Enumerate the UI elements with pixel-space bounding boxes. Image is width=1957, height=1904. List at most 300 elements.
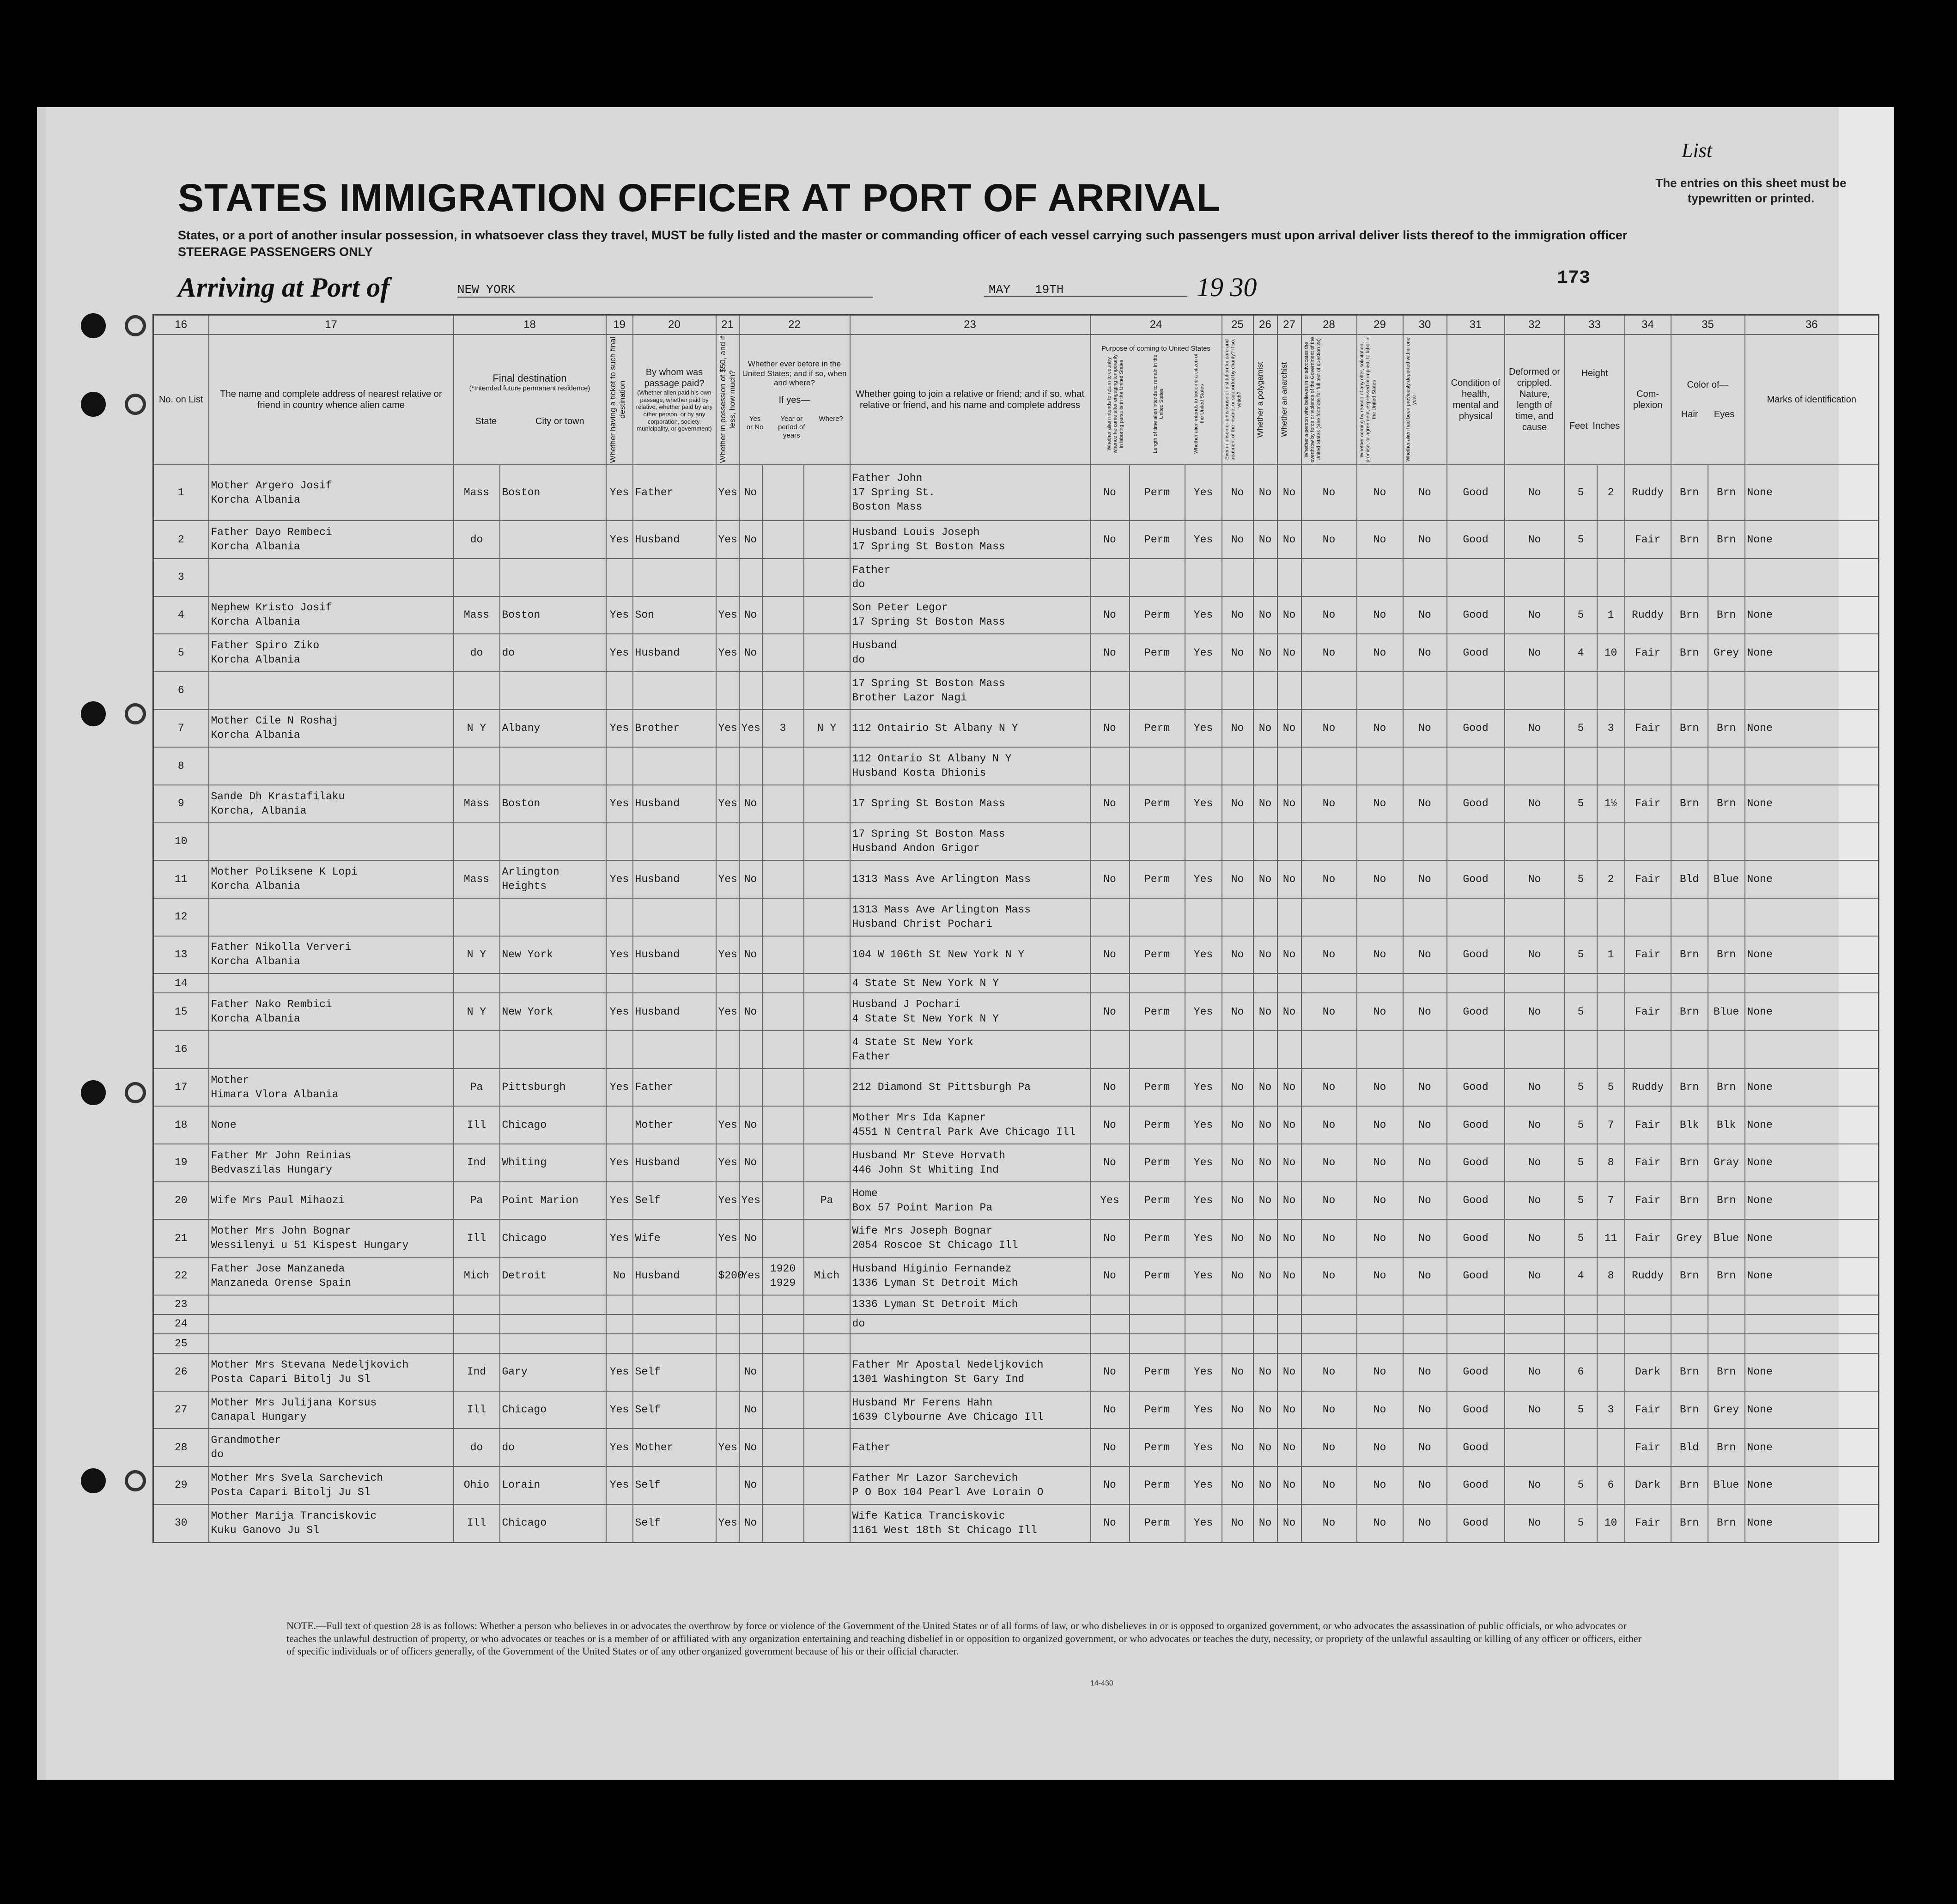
purpose-length-value <box>1130 860 1185 898</box>
prison-value <box>1222 1069 1253 1107</box>
passage-paid-by <box>633 1106 716 1144</box>
purpose-length-value-line: Perm <box>1144 1081 1170 1094</box>
header-marks: Marks of identification <box>1745 335 1879 465</box>
row-number-line: 21 <box>174 1232 188 1244</box>
deformed-value <box>1505 521 1565 559</box>
manifest-rows <box>153 465 1879 1543</box>
height-inches-line: 10 <box>1604 646 1617 659</box>
destination-city <box>500 521 606 559</box>
hair-color <box>1671 1504 1708 1543</box>
final-destination-note: (*Intended future permanent residence) <box>469 384 590 393</box>
polygamist-value <box>1253 1069 1277 1107</box>
passage-paid-by <box>633 785 716 823</box>
relative-abroad-line: Korcha Albania <box>211 880 300 893</box>
before-in-us-value <box>739 785 762 823</box>
years-value <box>762 1334 804 1353</box>
deformed-value <box>1505 634 1565 672</box>
overthrow-value <box>1301 1031 1357 1069</box>
row-number <box>153 1257 209 1295</box>
identification-marks-line: None <box>1747 722 1773 734</box>
before-in-us-value <box>739 465 762 521</box>
before-in-us-value-line: No <box>744 1119 757 1131</box>
prison-value <box>1222 823 1253 861</box>
purpose-citizen-value <box>1185 1429 1222 1466</box>
destination-city <box>500 1391 606 1429</box>
purpose-citizen-value <box>1185 1182 1222 1220</box>
eye-color-line: Blue <box>1713 1232 1739 1244</box>
relative-abroad-line: Korcha Albania <box>211 541 300 553</box>
prison-value-line: No <box>1231 1366 1244 1378</box>
identification-marks-line: None <box>1747 1270 1773 1282</box>
joining-relative-line: Father Mr Lazor Sarchevich <box>852 1472 1018 1484</box>
purpose-citizen-value <box>1185 1295 1222 1314</box>
destination-state <box>454 823 500 861</box>
purpose-length-value <box>1130 1069 1185 1107</box>
relative-abroad-line: Mother Marija Tranciskovic <box>211 1509 377 1522</box>
purpose-citizen-value <box>1185 710 1222 748</box>
header-where: Where? <box>819 414 843 423</box>
overthrow-value-line: No <box>1322 722 1336 734</box>
health-value <box>1447 936 1505 974</box>
polygamist-value-line: No <box>1258 1366 1272 1378</box>
deported-value-line: No <box>1418 608 1431 621</box>
identification-marks-line: None <box>1747 1441 1773 1454</box>
money-value <box>716 1257 744 1295</box>
passenger-class: STEERAGE PASSENGERS ONLY <box>178 245 373 259</box>
purpose-citizen-value <box>1185 521 1222 559</box>
deported-value <box>1403 823 1447 861</box>
prison-label: Ever in prison or almshouse or institution for care and treatment of the insane, or supported by charity? If so, which? <box>1224 339 1242 461</box>
polygamist-value <box>1253 521 1277 559</box>
passage-paid-by <box>633 1182 716 1220</box>
row-number-line: 11 <box>174 873 188 885</box>
destination-city <box>500 898 606 936</box>
purpose-citizen-value-line: Yes <box>1193 948 1213 961</box>
row-number <box>153 860 209 898</box>
ticket-value <box>606 1144 633 1182</box>
contract-value <box>1357 1144 1403 1182</box>
purpose-return-value-line: No <box>1103 533 1116 546</box>
header-health: Condition of health, mental and physical <box>1447 335 1505 465</box>
joining-relative-line: Father <box>852 1050 891 1063</box>
prison-value <box>1222 1504 1253 1543</box>
prison-value <box>1222 898 1253 936</box>
deported-value-line: No <box>1418 1156 1431 1169</box>
anarchist-value <box>1277 596 1301 634</box>
hair-color <box>1671 1314 1708 1334</box>
eye-color <box>1708 1504 1745 1543</box>
money-value <box>716 823 739 861</box>
money-value <box>716 1429 739 1466</box>
purpose-citizen-value-line: Yes <box>1193 1005 1213 1018</box>
polygamist-value <box>1253 1182 1277 1220</box>
destination-city <box>500 1314 606 1334</box>
identification-marks <box>1745 785 1879 823</box>
height-feet-line: 5 <box>1577 1156 1584 1169</box>
joining-relative <box>850 936 1090 974</box>
health-value <box>1447 559 1505 596</box>
anarchist-value <box>1277 823 1301 861</box>
height-inches <box>1597 747 1625 785</box>
before-in-us-value <box>739 1182 762 1220</box>
contract-value-line: No <box>1373 533 1386 546</box>
where-value <box>804 785 850 823</box>
money-value-line: Yes <box>718 1156 737 1169</box>
height-inches <box>1597 1334 1625 1353</box>
height-feet <box>1565 1314 1597 1334</box>
purpose-return-value <box>1090 747 1130 785</box>
deported-value <box>1403 936 1447 974</box>
eye-color-line: Blk <box>1716 1119 1736 1131</box>
polygamist-value-line: No <box>1258 646 1272 659</box>
passage-paid-by <box>633 596 716 634</box>
hair-color <box>1671 521 1708 559</box>
relative-abroad <box>209 936 454 974</box>
joining-relative-line: Father <box>852 1441 891 1454</box>
destination-city <box>500 936 606 974</box>
ticket-value <box>606 1353 633 1391</box>
contract-value <box>1357 823 1403 861</box>
deported-value <box>1403 559 1447 596</box>
identification-marks <box>1745 710 1879 748</box>
polygamist-value-line: No <box>1258 1404 1272 1416</box>
anarchist-value <box>1277 1295 1301 1314</box>
money-value <box>716 1106 739 1144</box>
health-value-line: Good <box>1463 1156 1489 1169</box>
row-number <box>153 1144 209 1182</box>
where-value <box>804 1314 850 1334</box>
height-feet <box>1565 1257 1597 1295</box>
passage-paid-by <box>633 823 716 861</box>
contract-label: Whether coming by reason of any offer, solicitation, promise, or agreement, expressed or implied, to labor in the United States <box>1359 336 1377 463</box>
height-inches <box>1597 1182 1625 1220</box>
anarchist-value-line: No <box>1282 1156 1296 1169</box>
anarchist-value <box>1277 1106 1301 1144</box>
overthrow-value <box>1301 1466 1357 1504</box>
destination-city <box>500 1429 606 1466</box>
deported-value-line: No <box>1418 1517 1431 1529</box>
height-inches-line: 1 <box>1607 948 1614 961</box>
destination-state <box>454 1219 500 1257</box>
destination-city-line: Albany <box>502 722 541 734</box>
deformed-value-line: No <box>1528 1479 1541 1491</box>
polygamist-value <box>1253 1219 1277 1257</box>
row-number <box>153 1466 209 1504</box>
money-value <box>716 1504 739 1543</box>
polygamist-value-line: No <box>1258 1441 1272 1454</box>
purpose-citizen-value <box>1185 634 1222 672</box>
years-value <box>762 747 804 785</box>
header-before-in-us <box>739 335 850 465</box>
purpose-return-value <box>1090 521 1130 559</box>
relative-abroad <box>209 710 454 748</box>
purpose-length-value <box>1130 993 1185 1031</box>
anarchist-value <box>1277 1069 1301 1107</box>
polygamist-value <box>1253 1031 1277 1069</box>
relative-abroad <box>209 1182 454 1220</box>
polygamist-label: Whether a polygamist <box>1255 361 1264 438</box>
prison-value-line: No <box>1231 1479 1244 1491</box>
hair-color <box>1671 1069 1708 1107</box>
purpose-return-value <box>1090 596 1130 634</box>
header-eyes: Eyes <box>1714 409 1735 420</box>
table-row <box>153 1144 1879 1182</box>
row-number-line: 23 <box>174 1298 188 1311</box>
arrival-day: 19TH <box>1035 283 1064 297</box>
anarchist-value-line: No <box>1282 1081 1296 1094</box>
passage-paid-by-line: Husband <box>635 646 680 659</box>
purpose-citizen-value <box>1185 1069 1222 1107</box>
eye-color-line: Blue <box>1713 1479 1739 1491</box>
prison-value-line: No <box>1231 487 1244 499</box>
contract-value-line: No <box>1373 1005 1386 1018</box>
table-row <box>153 1182 1879 1220</box>
before-in-us-value <box>739 860 762 898</box>
col-number: 16 <box>153 315 209 335</box>
anarchist-value <box>1277 1144 1301 1182</box>
health-value <box>1447 1219 1505 1257</box>
destination-state-line: Pa <box>470 1081 483 1094</box>
destination-city <box>500 710 606 748</box>
purpose-return-value <box>1090 1257 1130 1295</box>
health-value-line: Good <box>1463 608 1489 621</box>
height-inches-line: 5 <box>1607 1081 1614 1094</box>
row-number <box>153 993 209 1031</box>
ticket-value-line: Yes <box>609 1005 629 1018</box>
ticket-value <box>606 1219 633 1257</box>
height-feet <box>1565 823 1597 861</box>
height-feet <box>1565 1391 1597 1429</box>
deported-value-line: No <box>1418 1194 1431 1207</box>
complexion-value <box>1625 1504 1671 1543</box>
row-number <box>153 936 209 974</box>
relative-abroad-line: Korcha Albania <box>211 1013 300 1025</box>
passage-paid-by <box>633 710 716 748</box>
joining-relative-line: Wife Katica Tranciskovic <box>852 1509 1005 1522</box>
row-number-line: 18 <box>174 1119 188 1131</box>
prison-value <box>1222 634 1253 672</box>
purpose-citizen-value <box>1185 1031 1222 1069</box>
row-number <box>153 1504 209 1543</box>
deported-value <box>1403 1295 1447 1314</box>
prison-value <box>1222 1257 1253 1295</box>
purpose-return-value-line: No <box>1103 1005 1116 1018</box>
overthrow-value-line: No <box>1322 487 1336 499</box>
ticket-value <box>606 1466 633 1504</box>
deformed-value <box>1505 465 1565 521</box>
joining-relative-line: 17 Spring St Boston Mass <box>852 677 1005 689</box>
relative-abroad-line: Korcha Albania <box>211 493 300 506</box>
identification-marks <box>1745 1504 1879 1543</box>
row-number <box>153 521 209 559</box>
purpose-length-value-line: Perm <box>1144 1005 1170 1018</box>
eye-color-line: Brn <box>1716 487 1736 499</box>
before-in-us-value <box>739 521 762 559</box>
joining-relative <box>850 1314 1090 1334</box>
purpose-return-value-line: Yes <box>1100 1194 1119 1207</box>
overthrow-value <box>1301 1069 1357 1107</box>
ticket-value-line: Yes <box>609 487 629 499</box>
polygamist-value <box>1253 747 1277 785</box>
table-row <box>153 973 1879 993</box>
prison-value-line: No <box>1231 722 1244 734</box>
eye-color <box>1708 1106 1745 1144</box>
ticket-value <box>606 973 633 993</box>
ticket-value-line: Yes <box>609 1441 629 1454</box>
overthrow-value-line: No <box>1322 1404 1336 1416</box>
destination-state <box>454 1314 500 1334</box>
health-value-line: Good <box>1463 646 1489 659</box>
health-value <box>1447 1353 1505 1391</box>
destination-city-line: do <box>502 1441 515 1454</box>
years-value <box>762 596 804 634</box>
complexion-value <box>1625 860 1671 898</box>
prison-value <box>1222 710 1253 748</box>
passage-paid-by-line: Father <box>635 487 674 499</box>
prison-value <box>1222 936 1253 974</box>
passage-paid-by-line: Husband <box>635 533 680 546</box>
polygamist-value <box>1253 1334 1277 1353</box>
complexion-value-line: Fair <box>1635 1517 1661 1529</box>
table-row <box>153 559 1879 596</box>
height-feet <box>1565 1353 1597 1391</box>
health-value <box>1447 1429 1505 1466</box>
polygamist-value <box>1253 1353 1277 1391</box>
height-inches <box>1597 1031 1625 1069</box>
destination-city <box>500 1031 606 1069</box>
deformed-value-line: No <box>1528 797 1541 810</box>
before-in-us-value-line: No <box>744 646 757 659</box>
complexion-value <box>1625 993 1671 1031</box>
health-value-line: Good <box>1463 1081 1489 1094</box>
destination-city-line: Boston <box>502 797 541 810</box>
purpose-return-value <box>1090 1466 1130 1504</box>
money-value-line: Yes <box>718 1194 737 1207</box>
purpose-return-value <box>1090 823 1130 861</box>
joining-relative-line: Husband Andon Grigor <box>852 842 980 855</box>
purpose-label: Purpose of coming to United States <box>1101 345 1210 353</box>
passage-paid-by <box>633 747 716 785</box>
contract-value-line: No <box>1373 1441 1386 1454</box>
purpose-return-value-line: No <box>1103 1441 1116 1454</box>
before-in-us-value-line: Yes <box>741 1194 760 1207</box>
joining-relative <box>850 860 1090 898</box>
col-number: 18 <box>454 315 606 335</box>
years-value <box>762 672 804 710</box>
row-number-line: 9 <box>177 797 184 810</box>
purpose-length-value <box>1130 1295 1185 1314</box>
row-number-line: 17 <box>174 1081 188 1094</box>
header-ticket <box>606 335 633 465</box>
contract-value <box>1357 1353 1403 1391</box>
health-value-line: Good <box>1463 873 1489 885</box>
purpose-citizen-value-line: Yes <box>1193 1081 1213 1094</box>
deported-value-line: No <box>1418 1081 1431 1094</box>
identification-marks <box>1745 634 1879 672</box>
money-value <box>716 993 739 1031</box>
table-row <box>153 1031 1879 1069</box>
relative-abroad-line: Korcha, Albania <box>211 804 307 817</box>
deported-value <box>1403 747 1447 785</box>
where-value <box>804 1466 850 1504</box>
joining-relative-line: Wife Mrs Joseph Bognar <box>852 1225 993 1237</box>
complexion-value-line: Fair <box>1635 1005 1661 1018</box>
identification-marks <box>1745 1466 1879 1504</box>
overthrow-value-line: No <box>1322 873 1336 885</box>
destination-city <box>500 1353 606 1391</box>
polygamist-value-line: No <box>1258 1270 1272 1282</box>
before-in-us-value-line: No <box>744 1232 757 1244</box>
destination-state-line: Ind <box>467 1156 486 1169</box>
table-row <box>153 936 1879 974</box>
where-value-line: Mich <box>814 1270 840 1282</box>
relative-abroad-line: Sande Dh Krastafilaku <box>211 790 345 803</box>
purpose-length-value <box>1130 596 1185 634</box>
identification-marks <box>1745 559 1879 596</box>
header-contract <box>1357 335 1403 465</box>
hair-color <box>1671 1429 1708 1466</box>
eye-color <box>1708 1069 1745 1107</box>
ticket-value-line: Yes <box>609 608 629 621</box>
row-number-line: 29 <box>174 1479 188 1491</box>
deported-value <box>1403 1182 1447 1220</box>
height-inches-line: 1 <box>1607 608 1614 621</box>
years-value-line: 3 <box>779 722 786 734</box>
years-value <box>762 898 804 936</box>
destination-state-line: N Y <box>467 948 486 961</box>
height-feet-line: 5 <box>1577 1119 1584 1131</box>
purpose-return-value <box>1090 634 1130 672</box>
purpose-return-value-line: No <box>1103 1270 1116 1282</box>
identification-marks <box>1745 1031 1879 1069</box>
height-inches <box>1597 710 1625 748</box>
joining-relative-line: Home <box>852 1187 878 1199</box>
where-value <box>804 1031 850 1069</box>
purpose-citizen-value <box>1185 973 1222 993</box>
deformed-value <box>1505 1031 1565 1069</box>
deported-value-line: No <box>1418 1404 1431 1416</box>
complexion-value-line: Fair <box>1635 1119 1661 1131</box>
anarchist-value <box>1277 936 1301 974</box>
prison-value-line: No <box>1231 608 1244 621</box>
destination-state-line: Mass <box>463 873 490 885</box>
relative-abroad <box>209 1031 454 1069</box>
prison-value <box>1222 596 1253 634</box>
deformed-value-line: No <box>1528 1232 1541 1244</box>
height-feet-line: 5 <box>1577 1479 1584 1491</box>
purpose-length-value <box>1130 1334 1185 1353</box>
destination-city-line: Chicago <box>502 1404 547 1416</box>
health-value <box>1447 1031 1505 1069</box>
joining-relative-line: 1161 West 18th St Chicago Ill <box>852 1524 1037 1536</box>
contract-value-line: No <box>1373 646 1386 659</box>
before-in-us-value-line: Yes <box>741 722 760 734</box>
destination-state <box>454 559 500 596</box>
deported-value <box>1403 1353 1447 1391</box>
eye-color-line: Brn <box>1716 722 1736 734</box>
destination-state <box>454 465 500 521</box>
destination-state-line: Ind <box>467 1366 486 1378</box>
contract-value-line: No <box>1373 948 1386 961</box>
joining-relative-line: Husband Louis Joseph <box>852 526 980 539</box>
where-value <box>804 1069 850 1107</box>
header-inches: Inches <box>1592 421 1620 431</box>
joining-relative <box>850 1334 1090 1353</box>
purpose-citizen-value <box>1185 1314 1222 1334</box>
height-inches <box>1597 1353 1625 1391</box>
hair-color-line: Brn <box>1679 1005 1699 1018</box>
years-value <box>762 1466 804 1504</box>
